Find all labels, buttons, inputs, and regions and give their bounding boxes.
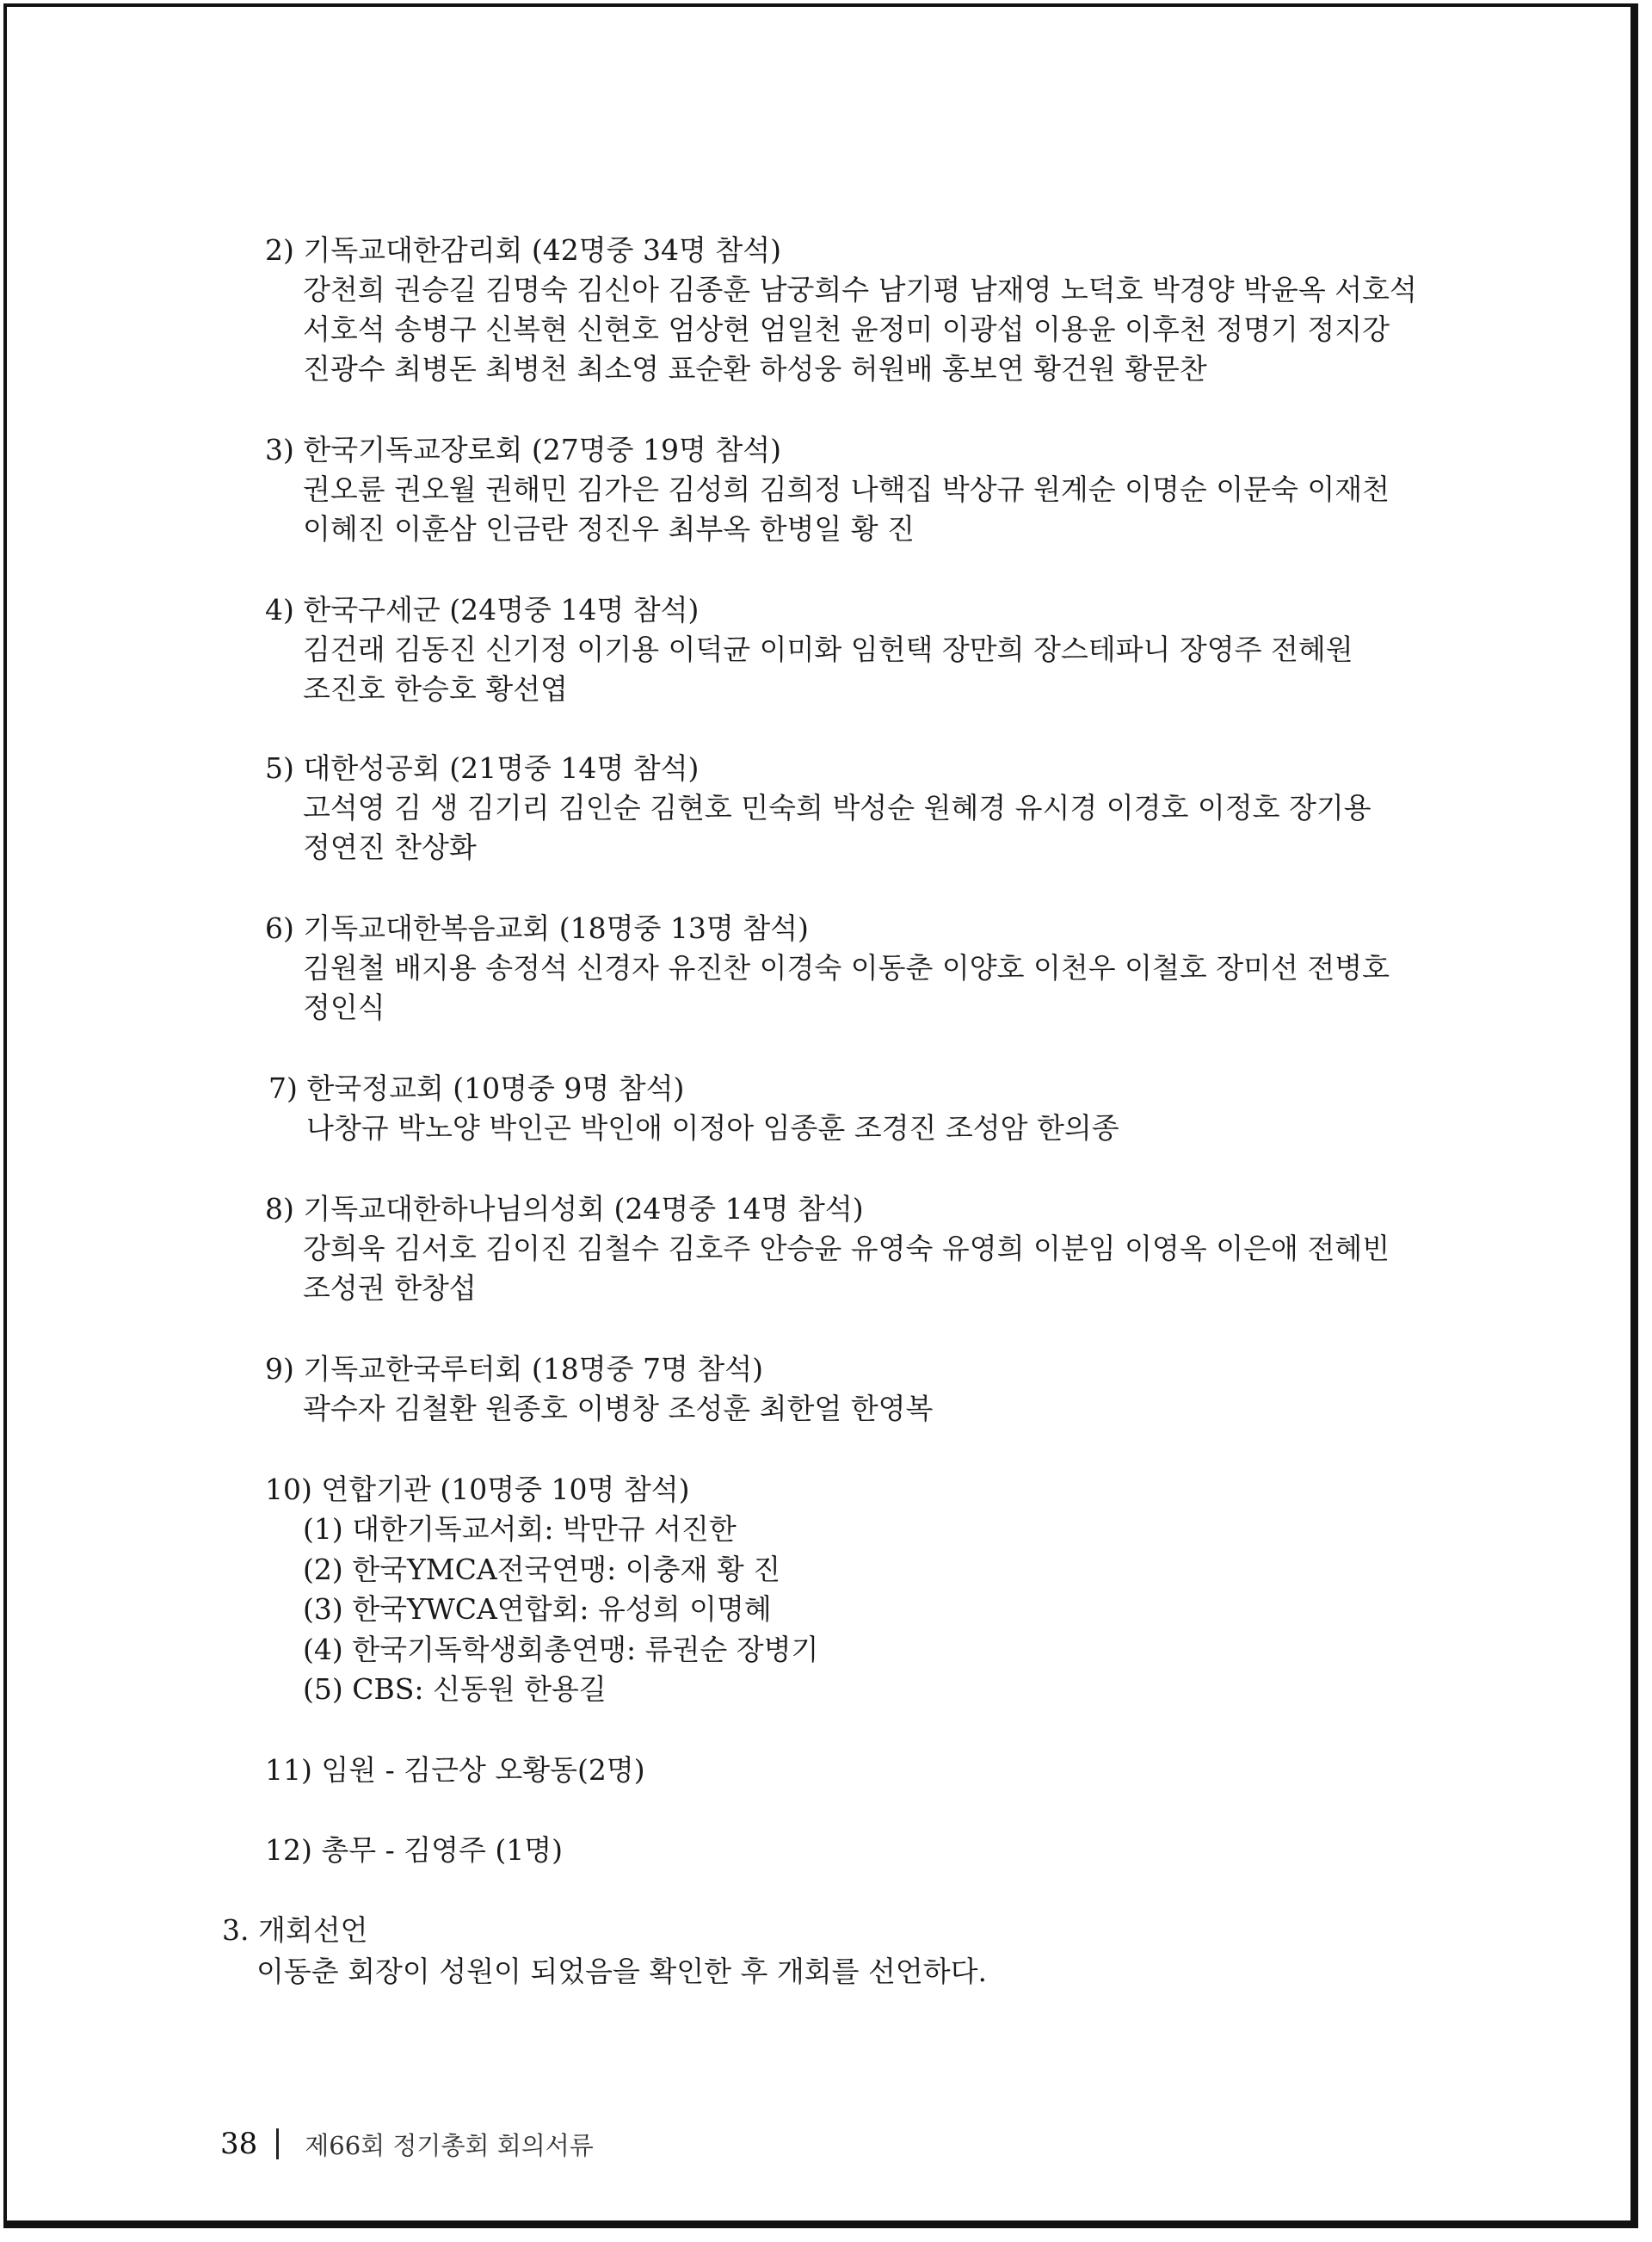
section-lutheran [265,1350,1452,1429]
section-orthodox [268,1069,1456,1148]
page-number: 38 [220,2127,258,2161]
org-item: (1) 대한기독교서회: 박만규 서진한 [303,1512,737,1546]
name-line: 서호석 송병구 신복현 신현호 엄상현 엄일천 윤정미 이광섭 이용윤 이후천 정명기 정지강 [303,312,1390,346]
section-officers [265,1751,1452,1790]
section-salvation-army [265,590,1452,709]
name-line: 정연진 찬상화 [303,831,477,864]
section-general-secretary [265,1831,1452,1870]
org-item: (3) 한국YWCA연합회: 유성희 이명혜 [303,1592,772,1626]
attendee-names [265,630,1452,709]
opening-declaration-heading: 3. 개회선언 [222,1913,368,1947]
attendee-names [265,1229,1452,1308]
name-line: 강천희 권승길 김명숙 김신아 김종훈 남궁희수 남기평 남재영 노덕호 박경양 박윤옥 서호석 [303,273,1417,306]
name-line: 이혜진 이훈삼 인금란 정진우 최부옥 한병일 황 진 [303,512,915,546]
section-heading: 10) 연합기관 (10명중 10명 참석) [265,1473,690,1506]
name-line: 조진호 한승호 황선엽 [303,672,568,706]
org-list [265,1510,1452,1710]
section-presbyterian [265,430,1452,549]
name-line: 조성권 한창섭 [303,1271,477,1305]
section-methodist [265,231,1452,389]
section-affiliated-orgs [265,1470,1452,1710]
section-heading: 7) 한국정교회 (10명중 9명 참석) [268,1072,685,1105]
attendee-names [265,788,1452,868]
name-line: 김원철 배지용 송정석 신경자 유진찬 이경숙 이동춘 이양호 이천우 이철호 장미선 전병호 [303,951,1390,985]
section-assemblies-of-god [265,1189,1452,1308]
name-line: 고석영 김 생 김기리 김인순 김현호 민숙희 박성순 원혜경 유시경 이경호 이정호 장기용 [303,791,1372,825]
section-heading: 8) 기독교대한하나님의성회 (24명중 14명 참석) [265,1192,864,1226]
name-line: 김건래 김동진 신기정 이기용 이덕균 이미화 임헌택 장만희 장스테파니 장영주 전혜원 [303,633,1353,666]
section-heading: 6) 기독교대한복음교회 (18명중 13명 참석) [265,911,809,945]
page-footer [220,2122,594,2165]
section-heading: 2) 기독교대한감리회 (42명중 34명 참석) [265,233,781,267]
name-line: 나창규 박노양 박인곤 박인애 이정아 임종훈 조경진 조성암 한의종 [306,1111,1119,1145]
section-heading: 4) 한국구세군 (24명중 14명 참석) [265,593,700,627]
name-line: 정인식 [303,991,385,1024]
org-item: (5) CBS: 신동원 한용길 [303,1672,607,1706]
section-heading: 5) 대한성공회 (21명중 14명 참석) [265,751,700,785]
attendee-names [265,948,1452,1028]
attendee-names [268,1109,1456,1148]
opening-declaration-text: 이동춘 회장이 성원이 되었음을 확인한 후 개회를 선언하다. [256,1955,987,1988]
name-line: 강희욱 김서호 김이진 김철수 김호주 안승윤 유영숙 유영희 이분임 이영옥 이은애 전혜빈 [303,1232,1390,1265]
section-heading: 9) 기독교한국루터회 (18명중 7명 참석) [265,1352,763,1386]
section-heading: 12) 총무 - 김영주 (1명) [265,1833,563,1867]
org-item: (4) 한국기독학생회총연맹: 류권순 장병기 [303,1632,819,1666]
name-line: 권오륜 권오월 권해민 김가은 김성희 김희정 나핵집 박상규 원계순 이명순 이문숙 이재천 [303,472,1390,506]
section-heading: 11) 임원 - 김근상 오황동(2명) [265,1753,645,1787]
document-title: 제66회 정기총회 회의서류 [305,2130,594,2160]
section-evangelical [265,909,1452,1028]
footer-divider [276,2128,279,2159]
attendee-names [265,1389,1452,1429]
name-line: 진광수 최병돈 최병천 최소영 표순환 하성웅 허원배 홍보연 황건원 황문찬 [303,352,1207,386]
attendee-names [265,270,1452,389]
attendee-names [265,470,1452,549]
section-heading: 3) 한국기독교장로회 (27명중 19명 참석) [265,433,781,466]
section-anglican [265,749,1452,868]
name-line: 곽수자 김철환 원종호 이병창 조성훈 최한얼 한영복 [303,1392,934,1425]
org-item: (2) 한국YMCA전국연맹: 이충재 황 진 [303,1552,781,1586]
